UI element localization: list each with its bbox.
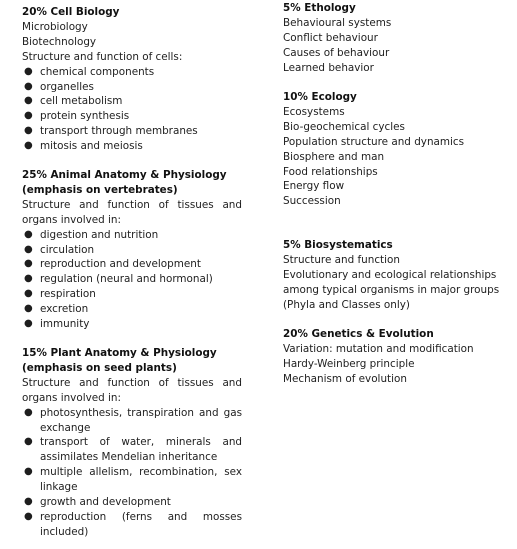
bullet-icon: ● (24, 318, 33, 330)
section-title: 15% Plant Anatomy & Physiology (22, 347, 217, 359)
bullet-icon: ● (24, 273, 33, 285)
section-title: 20% Cell Biology (22, 6, 120, 18)
section-ethology (283, 1, 515, 76)
list-item (22, 495, 242, 510)
bullet-icon: ● (24, 80, 33, 92)
list-item (22, 510, 242, 540)
list-item (22, 435, 242, 465)
topic-line: Biosphere and man (283, 150, 385, 163)
topic-line: Mechanism of evolution (283, 372, 407, 385)
list-item (22, 406, 242, 436)
topic-line: Variation: mutation and modification (283, 342, 474, 355)
topic-line: Microbiology (22, 20, 88, 33)
section-ecology (283, 90, 515, 209)
topic-line: Bio-geochemical cycles (283, 120, 405, 133)
bullet-icon: ● (24, 510, 33, 522)
list-item-text: organelles (40, 80, 94, 93)
list-item-text: multiple allelism, recombination, sex linkage (40, 466, 242, 494)
section-title: 5% Biosystematics (283, 239, 393, 251)
topic-line: Hardy-Weinberg principle (283, 357, 415, 370)
list-item (22, 65, 252, 80)
list-item-text: reproduction and development (40, 258, 201, 271)
list-item-text: digestion and nutrition (40, 228, 159, 241)
topic-line: Structure and function of cells: (22, 50, 183, 63)
topic-line: (Phyla and Classes only) (283, 298, 410, 311)
list-item (22, 124, 252, 139)
section-title: 25% Animal Anatomy & Physiology (22, 169, 227, 181)
section-intro: Structure and function of tissues and organs involved in: (22, 376, 242, 404)
topic-line: Energy flow (283, 180, 345, 193)
topic-line: Ecosystems (283, 105, 345, 118)
list-item-text: immunity (40, 318, 90, 331)
section-subtitle: (emphasis on vertebrates) (22, 183, 178, 196)
section-subtitle: (emphasis on seed plants) (22, 361, 177, 374)
list-item-text: excretion (40, 303, 89, 316)
section-genetics-evolution (283, 327, 515, 387)
section-intro: Structure and function of tissues and organs involved in: (22, 198, 242, 226)
bullet-icon: ● (24, 95, 33, 107)
list-item (22, 302, 242, 317)
list-item-text: reproduction (ferns and mosses included) (40, 510, 242, 538)
bullet-icon: ● (24, 65, 33, 77)
topic-line: Population structure and dynamics (283, 135, 465, 148)
section-title: 20% Genetics & Evolution (283, 328, 434, 340)
list-item (22, 287, 242, 302)
section-title: 5% Ethology (283, 2, 356, 14)
bullet-icon: ● (24, 436, 33, 448)
list-item-text: transport through membranes (40, 125, 198, 138)
list-item-text: photosynthesis, transpiration and gas exchange (40, 406, 242, 434)
topic-line: Conflict behaviour (283, 31, 378, 44)
bullet-list (22, 228, 242, 332)
list-item (22, 228, 242, 243)
section-plant-anatomy (22, 346, 242, 540)
list-item (22, 243, 242, 258)
bullet-list (22, 406, 242, 540)
list-item (22, 317, 242, 332)
list-item (22, 465, 242, 495)
topic-line: Behavioural systems (283, 16, 392, 29)
section-cell-biology (22, 5, 252, 154)
bullet-icon: ● (24, 466, 33, 478)
bullet-icon: ● (24, 110, 33, 122)
topic-line: Succession (283, 195, 341, 208)
bullet-icon: ● (24, 258, 33, 270)
list-item-text: protein synthesis (40, 110, 130, 123)
bullet-icon: ● (24, 140, 33, 152)
list-item (22, 257, 242, 272)
list-item (22, 109, 252, 124)
bullet-icon: ● (24, 125, 33, 137)
list-item (22, 272, 242, 287)
bullet-icon: ● (24, 406, 33, 418)
list-item (22, 139, 252, 154)
list-item (22, 80, 252, 95)
topic-line: among typical organisms in major groups (283, 283, 500, 296)
section-animal-anatomy (22, 168, 242, 332)
bullet-list (22, 65, 252, 154)
topic-line: Food relationships (283, 165, 378, 178)
list-item-text: growth and development (40, 496, 171, 509)
list-item-text: cell metabolism (40, 95, 123, 108)
list-item-text: chemical components (40, 65, 155, 78)
section-title: 10% Ecology (283, 91, 357, 103)
bullet-icon: ● (24, 496, 33, 508)
bullet-icon: ● (24, 303, 33, 315)
list-item-text: circulation (40, 243, 95, 256)
list-item-text: mitosis and meiosis (40, 140, 143, 153)
bullet-icon: ● (24, 243, 33, 255)
list-item-text: regulation (neural and hormonal) (40, 273, 213, 286)
list-item-text: respiration (40, 288, 96, 301)
topic-line: Learned behavior (283, 61, 374, 74)
list-item-text: transport of water, minerals and assimilates Mendelian inheritance (40, 436, 242, 464)
topic-line: Structure and function (283, 253, 400, 266)
topic-line: Causes of behaviour (283, 46, 390, 59)
topic-line: Evolutionary and ecological relationships (283, 268, 497, 281)
bullet-icon: ● (24, 228, 33, 240)
topic-line: Biotechnology (22, 35, 97, 48)
list-item (22, 94, 252, 109)
section-biosystematics (283, 238, 515, 313)
bullet-icon: ● (24, 288, 33, 300)
